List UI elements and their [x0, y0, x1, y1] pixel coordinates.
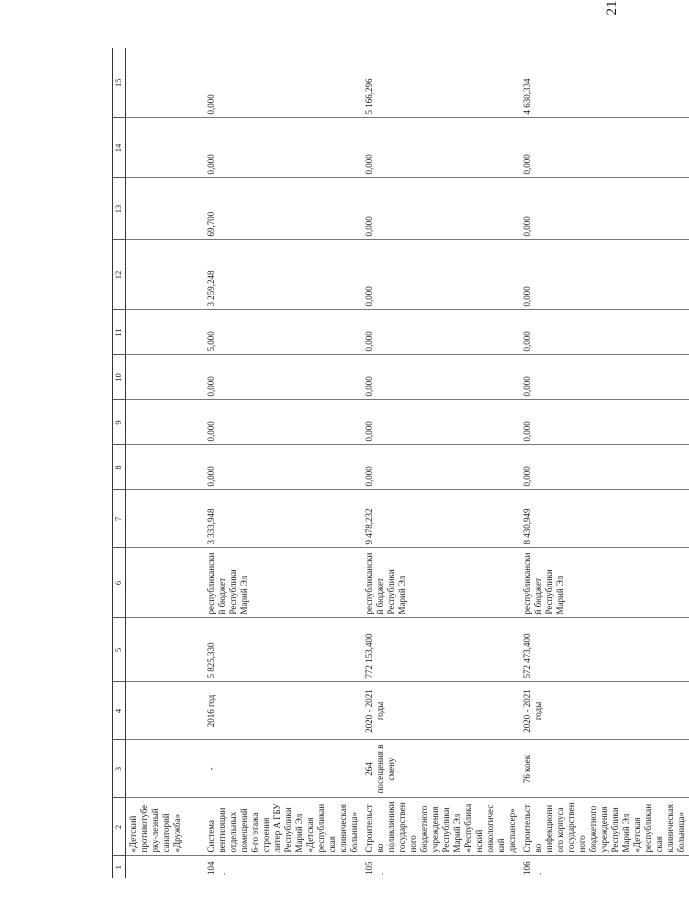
value-13: 0,000	[520, 178, 689, 240]
value-10	[126, 355, 204, 400]
col-11: 11	[113, 310, 126, 355]
value-7: 9 478,232	[362, 490, 520, 548]
value-7: 3 333,948	[204, 490, 362, 548]
value-9: 0,000	[520, 400, 689, 445]
value-12	[126, 240, 204, 310]
value-15: 5 166,296	[362, 48, 520, 118]
object-name: Система вентиляции отдельных помещений 6-го этажа строения литер А ГБУ Республики Марий Эл «Детская республиканская клиническая больница»	[204, 798, 362, 856]
page-number: 21	[604, 0, 620, 16]
capacity: -	[204, 740, 362, 798]
col-13: 13	[113, 178, 126, 240]
funding-source: республиканский бюджет Республики Марий Эл	[520, 548, 689, 618]
value-11	[126, 310, 204, 355]
col-10: 10	[113, 355, 126, 400]
col-4: 4	[113, 682, 126, 740]
value-12: 0,000	[362, 240, 520, 310]
budget-table	[112, 48, 689, 878]
period: 2020 - 2021 годы	[362, 682, 520, 740]
value-14: 0,000	[362, 118, 520, 178]
value-15: 4 630,334	[520, 48, 689, 118]
capacity: 264 посещения в смену	[362, 740, 520, 798]
estimated-cost	[126, 618, 204, 682]
object-name: Строительство инфекционного корпуса государственного бюджетного учреждения Республики Марий Эл «Детская республиканская клиническая больница»	[520, 798, 689, 856]
col-6: 6	[113, 548, 126, 618]
column-number-header	[113, 48, 126, 878]
value-15: 0,000	[204, 48, 362, 118]
value-12: 0,000	[520, 240, 689, 310]
value-11: 0,000	[520, 310, 689, 355]
value-13: 0,000	[362, 178, 520, 240]
col-3: 3	[113, 740, 126, 798]
col-8: 8	[113, 445, 126, 490]
value-10: 0,000	[204, 355, 362, 400]
value-8	[126, 445, 204, 490]
table-row-105	[362, 48, 520, 878]
capacity: 76 коек	[520, 740, 689, 798]
row-number	[126, 856, 204, 878]
col-7: 7	[113, 490, 126, 548]
value-9: 0,000	[204, 400, 362, 445]
value-10: 0,000	[362, 355, 520, 400]
value-13: 69,700	[204, 178, 362, 240]
value-14: 0,000	[520, 118, 689, 178]
table-row-continued	[126, 48, 204, 878]
estimated-cost: 5 825,330	[204, 618, 362, 682]
value-13	[126, 178, 204, 240]
value-8: 0,000	[362, 445, 520, 490]
col-2: 2	[113, 798, 126, 856]
row-number: 104.	[205, 861, 227, 875]
value-15	[126, 48, 204, 118]
table-row-106	[520, 48, 689, 878]
value-9: 0,000	[362, 400, 520, 445]
funding-source: республиканский бюджет Республики Марий Эл	[204, 548, 362, 618]
value-12: 3 259,248	[204, 240, 362, 310]
rotated-table-container	[112, 48, 686, 878]
col-9: 9	[113, 400, 126, 445]
capacity	[126, 740, 204, 798]
value-14	[126, 118, 204, 178]
funding-source	[126, 548, 204, 618]
value-14: 0,000	[204, 118, 362, 178]
col-15: 15	[113, 48, 126, 118]
value-8: 0,000	[520, 445, 689, 490]
col-5: 5	[113, 618, 126, 682]
table-row-104	[204, 48, 362, 878]
value-7: 8 430,949	[520, 490, 689, 548]
col-1: 1	[113, 856, 126, 878]
value-8: 0,000	[204, 445, 362, 490]
period	[126, 682, 204, 740]
value-7	[126, 490, 204, 548]
value-11: 0,000	[362, 310, 520, 355]
col-14: 14	[113, 118, 126, 178]
value-10: 0,000	[520, 355, 689, 400]
object-name: Строительство поликлиники государственного бюджетного учреждения Республики Марий Эл «Республиканский онкологический диспансер»	[362, 798, 520, 856]
estimated-cost: 772 153,400	[362, 618, 520, 682]
period: 2020 - 2021 годы	[520, 682, 689, 740]
row-number: 105.	[363, 861, 385, 875]
period: 2016 год	[204, 682, 362, 740]
estimated-cost: 572 473,400	[520, 618, 689, 682]
row-number: 106.	[521, 861, 543, 875]
col-12: 12	[113, 240, 126, 310]
funding-source: республиканский бюджет Республики Марий Эл	[362, 548, 520, 618]
object-name: «Детский противотуберку-лезный санаторий «Дружба»	[126, 798, 204, 856]
value-9	[126, 400, 204, 445]
value-11: 5,000	[204, 310, 362, 355]
